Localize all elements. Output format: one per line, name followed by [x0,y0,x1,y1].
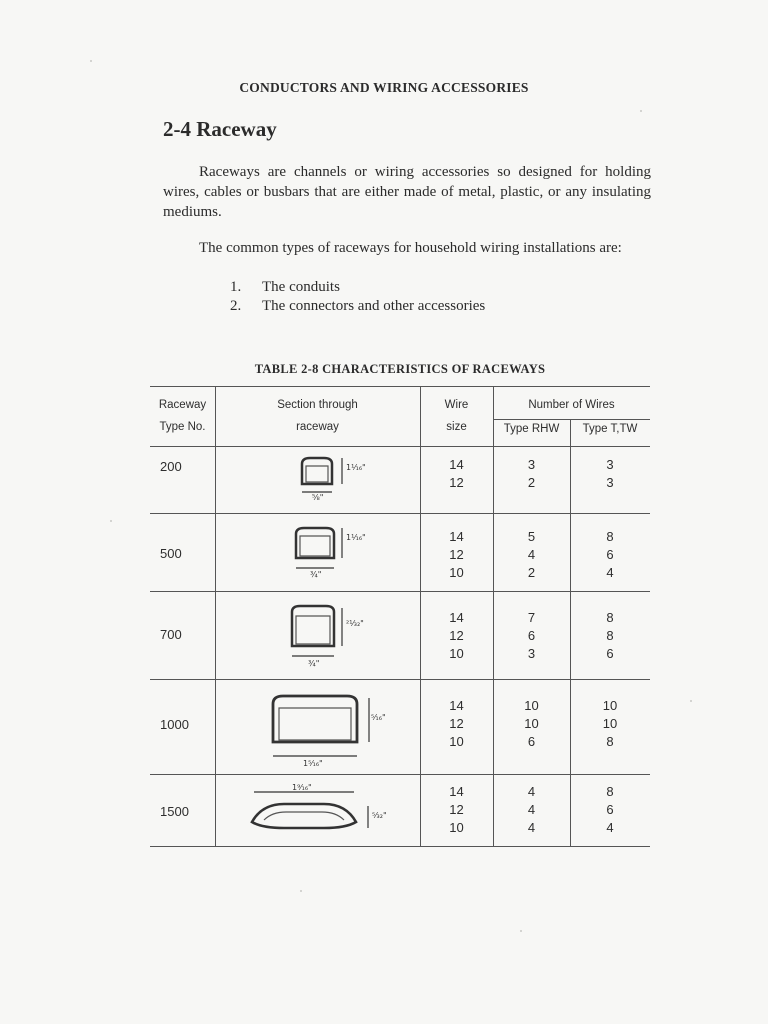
header-text: Section through [277,399,358,411]
value: 8 [606,784,614,799]
value: 2 [527,475,536,490]
row-rule [150,679,650,680]
header-section [215,394,420,438]
row-rule [150,774,650,775]
value: 10 [524,716,539,731]
raceway-1500-section-drawing [242,782,402,840]
scan-speck [520,930,522,932]
t-tw-cell [570,528,650,582]
height-dim: ²⅟₃₂" [346,619,364,628]
scan-speck [640,110,642,112]
raceway-type-no: 1500 [160,804,189,819]
width-dim: ¾" [310,570,322,579]
t-tw-cell [570,697,650,751]
header-text: raceway [296,421,339,433]
t-tw-cell [570,456,650,492]
header-raceway [150,394,215,438]
header-type-rhw: Type RHW [503,423,560,435]
table-top-rule [150,386,650,387]
table-bottom-rule [150,846,650,847]
raceway-type-no: 500 [160,546,182,561]
wire-size-cell [420,456,493,492]
height-dim: 1⅟₁₆" [346,463,366,472]
value: 8 [606,529,614,544]
value: 10 [449,820,464,835]
value: 4 [606,820,614,835]
height-dim: ⁵⁄₃₂" [372,811,387,820]
raceway-type-no: 700 [160,627,182,642]
value: 3 [606,457,614,472]
rhw-cell [493,528,570,582]
rhw-cell [493,783,570,837]
rhw-cell [493,697,570,751]
column-rule [215,386,216,846]
list-item [230,278,485,297]
running-head: CONDUCTORS AND WIRING ACCESSORIES [239,80,529,95]
scan-speck [300,890,302,892]
value: 6 [606,802,614,817]
value: 12 [449,716,464,731]
raceway-500-section-drawing [286,524,376,582]
value: 4 [527,547,536,562]
value: 10 [449,646,464,661]
height-dim: ⁵⁄₁₆" [371,713,386,722]
value: 14 [449,529,464,544]
value: 10 [602,698,618,713]
raceway-table [150,386,650,848]
value: 14 [449,457,464,472]
table-title: TABLE 2-8 CHARACTERISTICS OF RACEWAYS [254,362,546,376]
header-text: Type No. [159,421,206,433]
value: 3 [527,646,536,661]
width-dim: 1⁵⁄₁₆" [303,759,323,768]
value: 4 [527,802,536,817]
list-text: The connectors and other accessories [262,298,486,314]
header-type-t-tw: Type T,TW [582,423,638,435]
raceway-1000-section-drawing [265,690,395,770]
height-dim: 1⅟₁₆" [346,533,366,542]
value: 10 [524,698,539,713]
header-wire-size [420,394,493,438]
width-dim: ⅝" [312,493,324,502]
value: 7 [527,610,536,625]
row-rule [150,591,650,592]
t-tw-cell [570,783,650,837]
value: 8 [606,734,614,749]
paragraph-1: Raceways are channels or wiring accessories so designed for holding wires, cables or busbars that are either made of metal, plastic, or any insulating mediums. [163,164,651,220]
value: 6 [606,646,614,661]
header-text: Raceway [158,399,207,411]
width-dim: ¾" [308,659,320,668]
header-number-of-wires: Number of Wires [528,399,615,411]
list-text: The conduits [262,279,340,295]
header-text: Wire [444,399,469,411]
t-tw-cell [570,609,650,663]
value: 4 [606,565,614,580]
wire-size-cell [420,697,493,751]
value: 3 [606,475,614,490]
value: 8 [606,610,614,625]
value: 14 [449,698,464,713]
value: 6 [527,628,536,643]
value: 6 [606,547,614,562]
rhw-cell [493,609,570,663]
list-item [230,297,485,316]
list-number: 1. [230,279,242,295]
list-number: 2. [230,298,242,314]
value: 10 [449,565,464,580]
value: 4 [527,784,536,799]
raceway-type-no: 1000 [160,717,189,732]
raceway-700-section-drawing [282,602,378,672]
value: 8 [606,628,614,643]
value: 14 [449,610,464,625]
scan-speck [690,700,692,702]
value: 5 [527,529,536,544]
wire-size-cell [420,609,493,663]
row-rule [150,513,650,514]
width-dim: 1⁹⁄₁₆" [292,783,312,792]
value: 2 [527,565,536,580]
wire-size-cell [420,528,493,582]
paragraph-2: The common types of raceways for household wiring installations are: [199,240,622,256]
wire-size-cell [420,783,493,837]
raceway-200-section-drawing [290,454,370,504]
value: 6 [527,734,536,749]
value: 12 [449,628,464,643]
scan-speck [90,60,92,62]
raceway-types-list [230,278,485,316]
header-text: size [446,421,467,433]
value: 12 [449,475,464,490]
scan-speck [110,520,112,522]
value: 4 [527,820,536,835]
raceway-type-no: 200 [160,459,182,474]
section-title: 2-4 Raceway [163,117,277,141]
value: 12 [449,802,464,817]
value: 3 [527,457,536,472]
value: 10 [449,734,464,749]
rhw-cell [493,456,570,492]
header-bottom-rule [150,446,650,447]
value: 12 [449,547,464,562]
value: 14 [449,784,464,799]
value: 10 [602,716,618,731]
